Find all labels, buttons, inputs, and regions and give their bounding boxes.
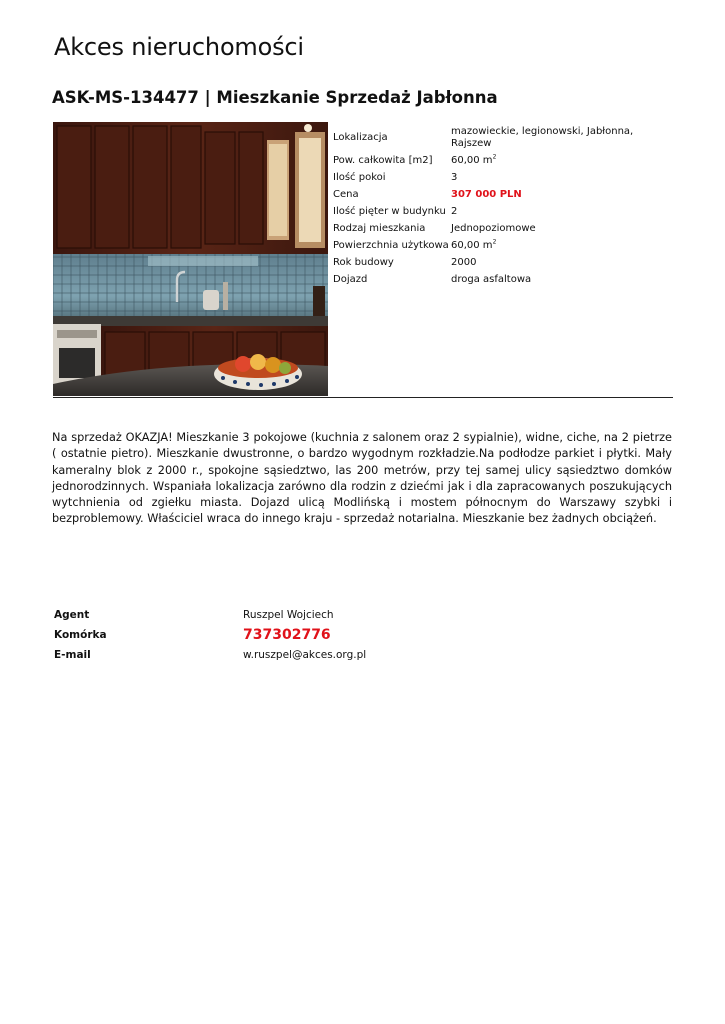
detail-value: 3 bbox=[451, 171, 458, 183]
contact-label: Agent bbox=[54, 609, 90, 621]
section-divider bbox=[53, 397, 673, 398]
detail-value bbox=[451, 152, 672, 169]
kitchen-photo-image bbox=[53, 122, 328, 396]
detail-value: 2000 bbox=[451, 256, 477, 268]
usable-area-unit-exponent: 2 bbox=[492, 238, 497, 246]
agent-contact-table bbox=[54, 605, 366, 665]
detail-label: Rodzaj mieszkania bbox=[333, 222, 426, 234]
contact-label: Komórka bbox=[54, 629, 107, 641]
detail-value: 2 bbox=[451, 205, 458, 217]
detail-label: Powierzchnia użytkowa bbox=[333, 239, 449, 251]
agent-name: Ruszpel Wojciech bbox=[243, 609, 334, 621]
detail-label: Ilość pięter w budynku bbox=[333, 205, 446, 217]
contact-row-phone bbox=[54, 625, 366, 645]
usable-area-value: 60,00 m bbox=[451, 239, 493, 251]
detail-row-price bbox=[332, 186, 672, 203]
detail-row-usable-area bbox=[332, 237, 672, 254]
listing-title: ASK-MS-134477 | Mieszkanie Sprzedaż Jabłonna bbox=[52, 88, 498, 107]
property-details-table bbox=[332, 124, 672, 288]
detail-row-apartment-type bbox=[332, 220, 672, 237]
detail-label: Lokalizacja bbox=[333, 132, 388, 143]
contact-row-agent bbox=[54, 605, 366, 625]
email-address[interactable]: w.ruszpel@akces.org.pl bbox=[243, 649, 367, 661]
price-value: 307 000 PLN bbox=[451, 188, 522, 200]
detail-value: Jednopoziomowe bbox=[451, 222, 536, 234]
detail-label: Cena bbox=[333, 188, 359, 200]
area-unit-exponent: 2 bbox=[492, 153, 497, 161]
detail-row-floors bbox=[332, 203, 672, 220]
detail-value: mazowieckie, legionowski, Jabłonna, Rajszew bbox=[451, 126, 634, 149]
contact-row-email bbox=[54, 645, 366, 665]
property-photo bbox=[53, 122, 328, 396]
detail-row-location bbox=[332, 124, 672, 152]
detail-row-total-area bbox=[332, 152, 672, 169]
detail-label: Ilość pokoi bbox=[333, 171, 386, 183]
phone-number[interactable]: 737302776 bbox=[243, 627, 331, 643]
detail-row-build-year bbox=[332, 254, 672, 271]
contact-label: E-mail bbox=[54, 649, 91, 661]
company-name: Akces nieruchomości bbox=[54, 33, 304, 61]
detail-value bbox=[451, 237, 672, 254]
detail-row-rooms bbox=[332, 169, 672, 186]
detail-value: droga asfaltowa bbox=[451, 273, 532, 285]
area-value: 60,00 m bbox=[451, 154, 493, 166]
detail-label: Pow. całkowita [m2] bbox=[333, 154, 433, 166]
detail-label: Dojazd bbox=[333, 273, 368, 285]
detail-row-access-road bbox=[332, 271, 672, 288]
property-description: Na sprzedaż OKAZJA! Mieszkanie 3 pokojowe (kuchnia z salonem oraz 2 sypialnie), widne, ciche, na 2 pietrze ( ostatnie pietro). Mieszkanie dwustronne, o bardzo wygodnym rozkładzie.Na podłodze parkiet i płytki. Mały kameralny blok z 2000 r., spokojne sąsiedztwo, las 200 metrów, przy tej samej ulicy sąsiedztwo domków jednorodzinnych. Wspaniała lokalizacja zarówno dla rodzin z dziećmi jak i dla zapracowanych poszukujących wytchnienia od zgiełku miasta. Dojazd ulicą Modlińską i mostem północnym do Warszawy szybki i bezproblemowy. Właściciel wraca do innego kraju - sprzedaż notarialna. Mieszkanie bez żadnych obciążeń. bbox=[52, 431, 672, 526]
detail-label: Rok budowy bbox=[333, 256, 394, 268]
